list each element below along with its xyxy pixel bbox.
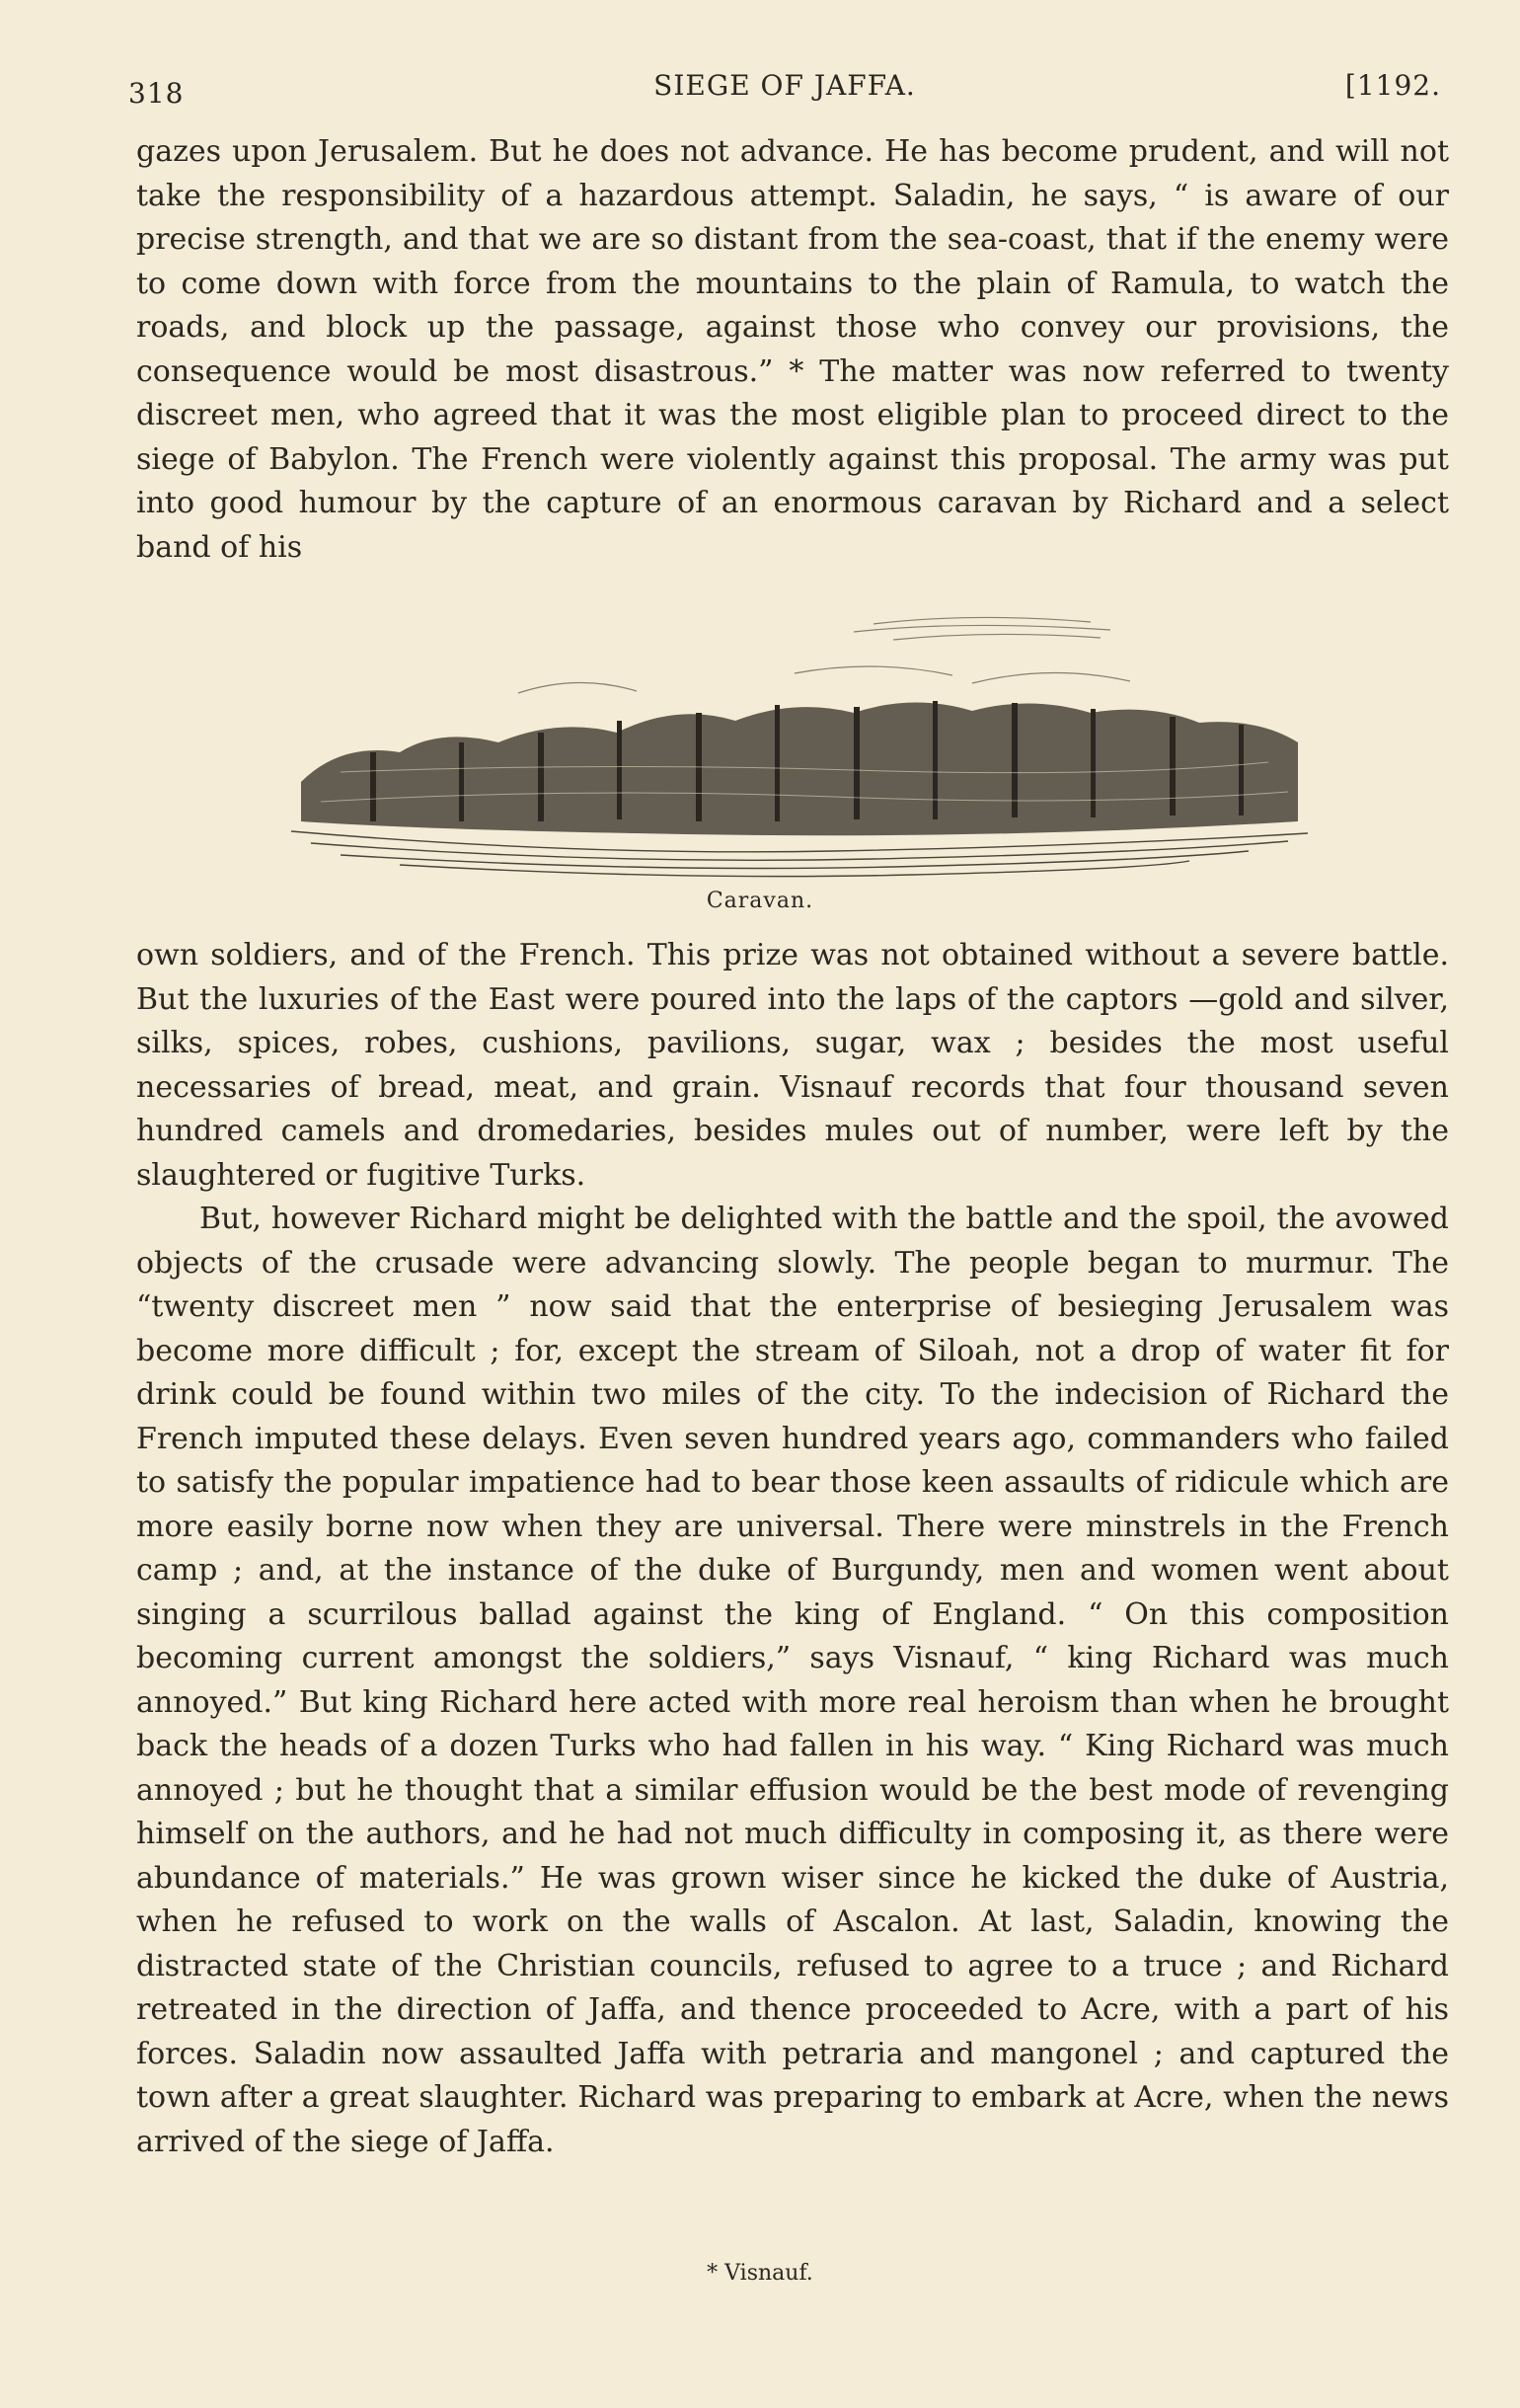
paragraph-2: own soldiers, and of the French. This prize was not obtained without a severe battle. But the luxuries of the East were poured into the laps of the captors —gold and silver, silks, spices, robes, cushions, pavilions, sugar, wax ; besides the most useful necessaries of bread, meat, and grain. Visnauf records that four thousand seven hundred camels and dromedaries, besides mules out of number, were left by the slaughtered or fugitive Turks. [136,938,1449,1193]
text-block-top [136,130,1449,570]
caravan-illustration [281,604,1318,891]
page-number: 318 [128,77,185,110]
paragraph-1: gazes upon Jerusalem. But he does not advance. He has become prudent, and will not take the responsibility of a hazardous attempt. Saladin, he says, “ is aware of our precise strength, and that we are so distant from the sea-coast, that if the enemy were to come down with force from the mountains to the plain of Ramula, to watch the roads, and block up the passage, against those who convey our provisions, the consequence would be most disastrous.” * The matter was now referred to twenty discreet men, who agreed that it was the most eligible plan to proceed direct to the siege of Babylon. The French were violently against this proposal. The army was put into good humour by the capture of an enormous caravan by Richard and a select band of his [136,134,1449,565]
running-title: SIEGE OF JAFFA. [653,69,916,102]
running-header [128,69,1441,118]
footnote: * Visnauf. [707,2261,813,2286]
running-year: [1192. [1344,69,1441,102]
figure-caption: Caravan. [706,889,814,913]
text-block-bottom [136,934,1449,2164]
paragraph-3: But, however Richard might be delighted with the battle and the spoil, the avowed objects of the crusade were advancing slowly. The people began to murmur. The “twenty discreet men ” now said that the enterprise of besieging Jerusalem was become more difficult ; for, except the stream of Siloah, not a drop of water fit for drink could be found within two miles of the city. To the indecision of Richard the French imputed these delays. Even seven hundred years ago, commanders who failed to satisfy the popular impatience had to bear those keen assaults of ridicule which are more easily borne now when they are universal. There were minstrels in the French camp ; and, at the instance of the duke of Burgundy, men and women went about singing a scurrilous ballad against the king of England. “ On this composition becoming current amongst the soldiers,” says Visnauf, “ king Richard was much annoyed.” But king Richard here acted with more real heroism than when he brought back the heads of a dozen Turks who had fallen in his way. “ King Richard was much annoyed ; but he thought that a similar effusion would be the best mode of revenging himself on the authors, and he had not much difficulty in composing it, as there were abundance of materials.” He was grown wiser since he kicked the duke of Austria, when he refused to work on the walls of Ascalon. At last, Saladin, knowing the distracted state of the Christian councils, refused to agree to a truce ; and Richard retreated in the direction of Jaffa, and thence proceeded to Acre, with a part of his forces. Saladin now assaulted Jaffa with petraria and mangonel ; and captured the town after a great slaughter. Richard was preparing to embark at Acre, when the news arrived of the siege of Jaffa. [136,1202,1449,2159]
